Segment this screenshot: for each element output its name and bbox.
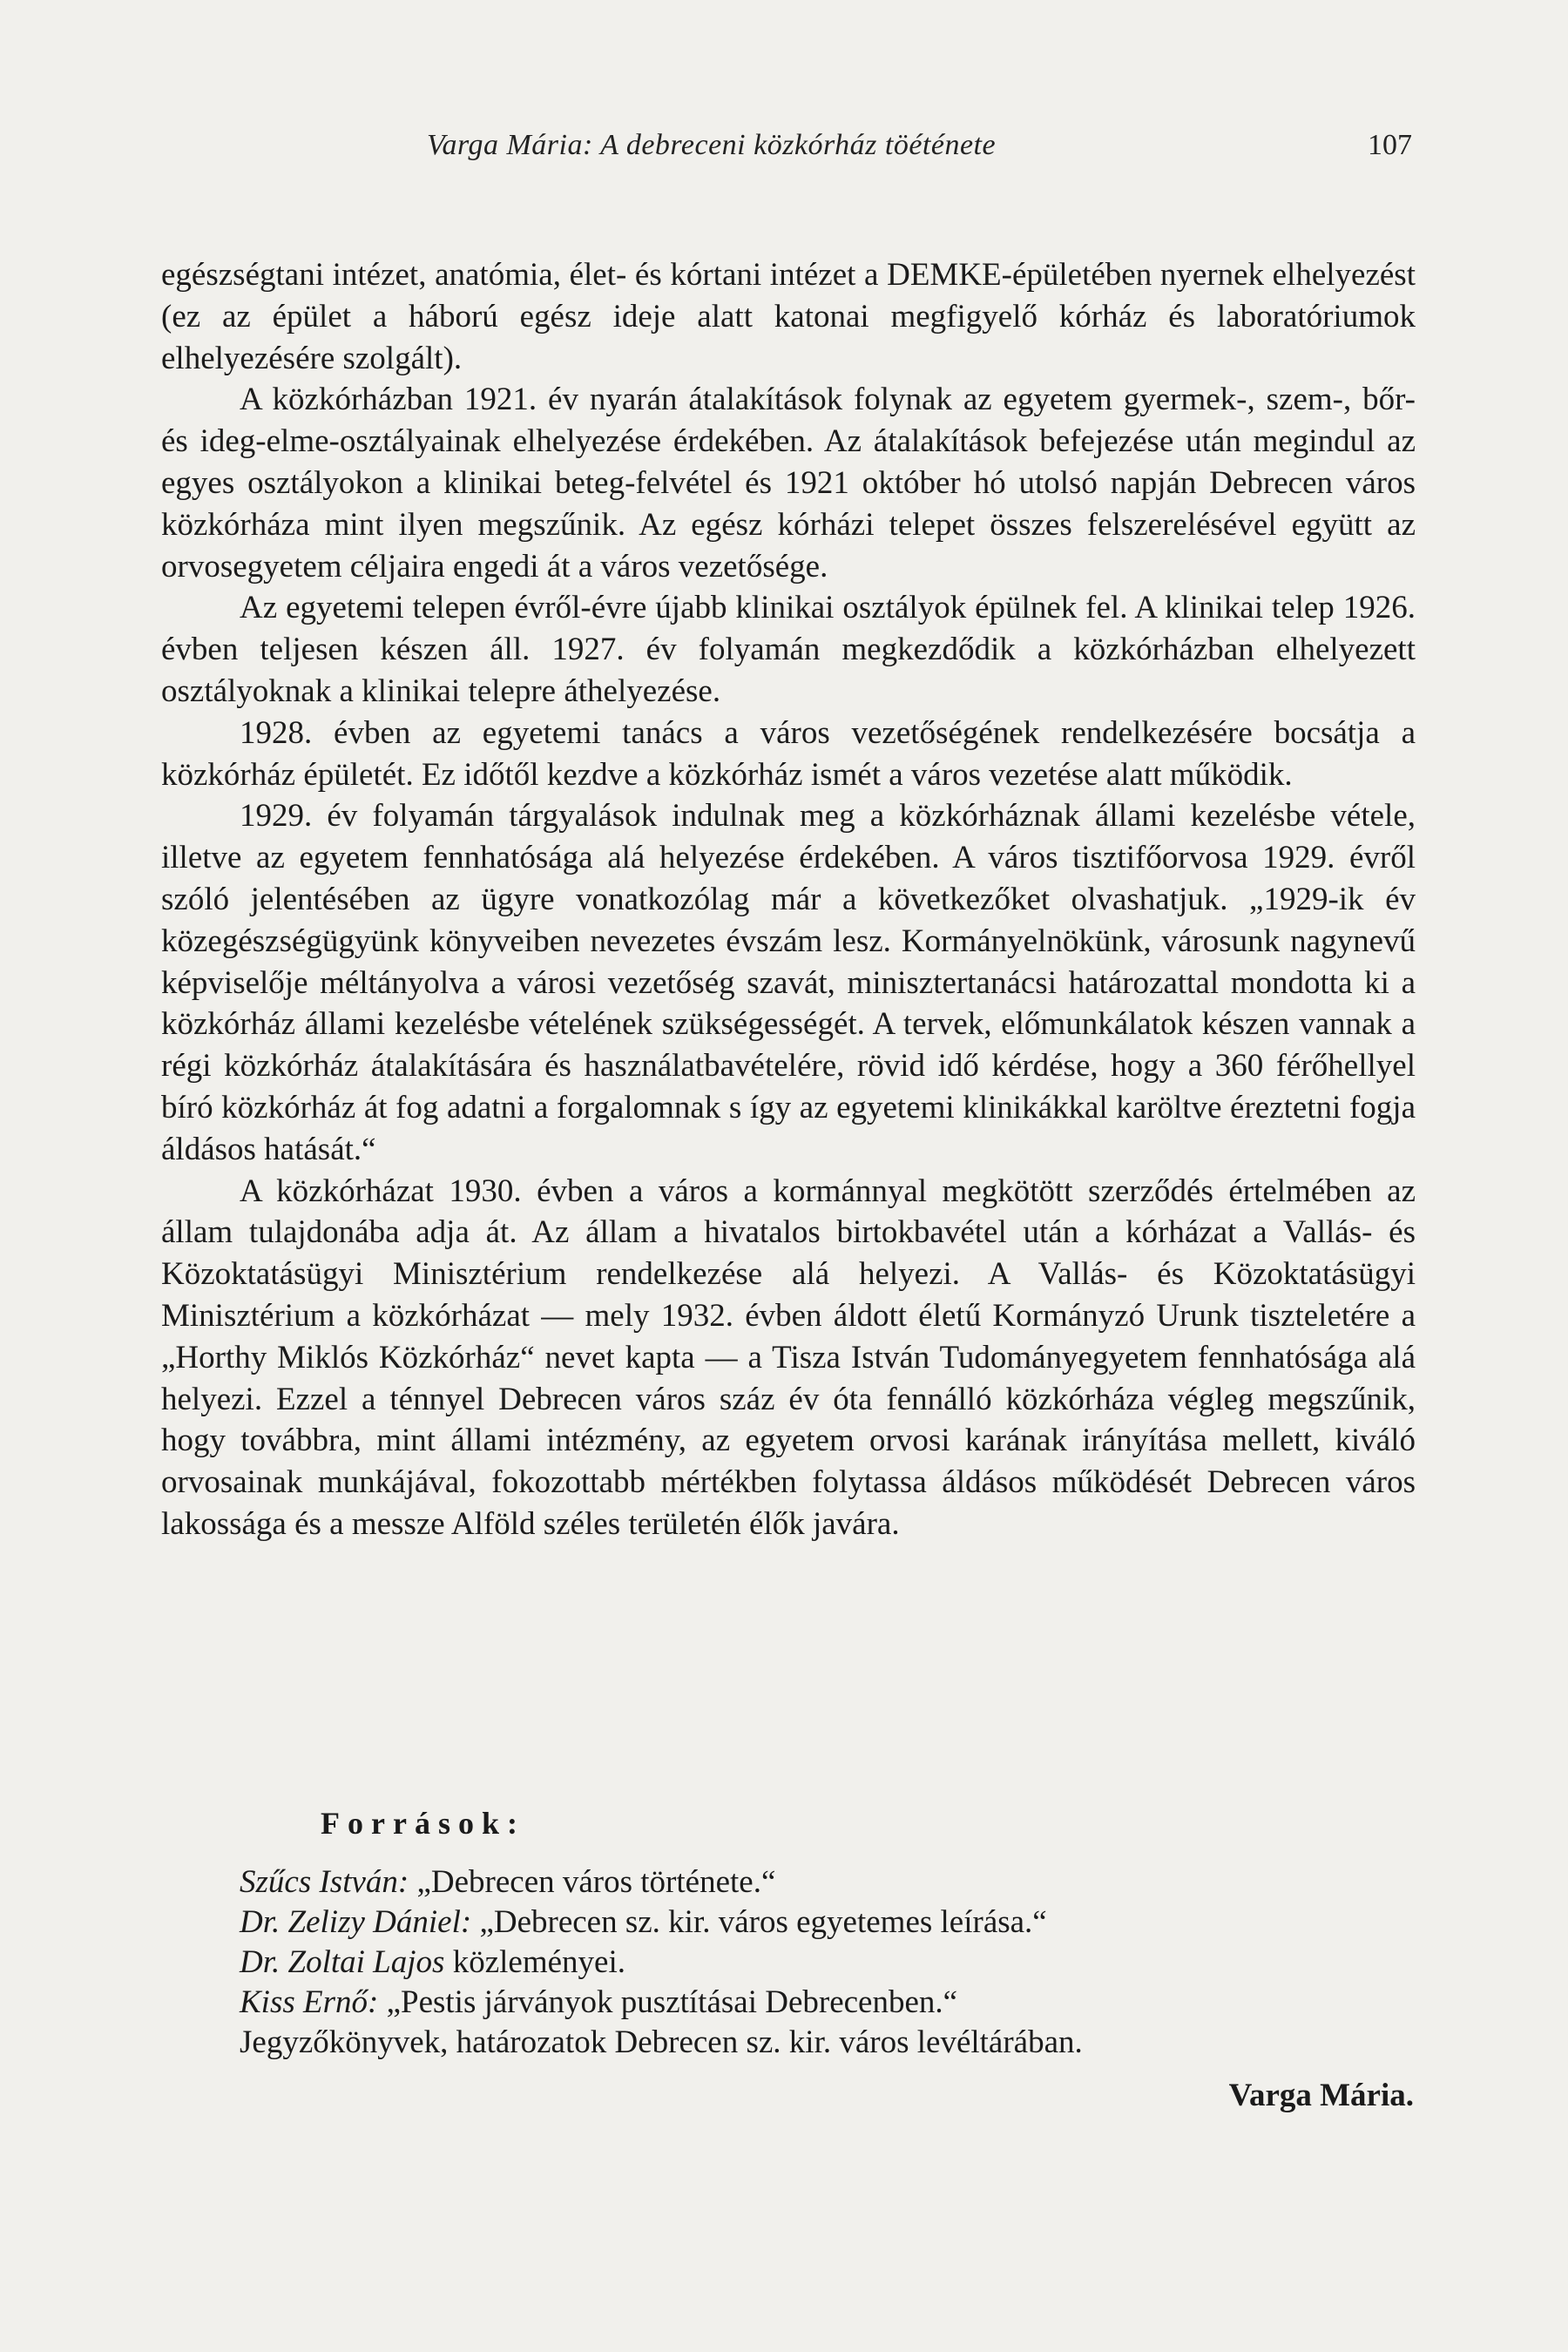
source-item — [240, 1943, 1416, 1983]
paragraph-1: egészségtani intézet, anatómia, élet- és kórtani intézet a DEMKE-épületében nyernek elhelyezést (ez az épület a háború egész ideje alatt katonai megfigyelő kórház és laboratóriumok elhelyezésére szolgált). — [161, 257, 1416, 376]
paragraph-2: A közkórházban 1921. év nyarán átalakítások folynak az egyetem gyermek-, szem-, bőr- és ideg-elme-osztályainak elhelyezése érdekében. Az átalakítások befejezése után megindul az egyes osztályokon a klinikai beteg-felvétel és 1921 október hó utolsó napján Debrecen város közkórháza mint ilyen megszűnik. Az egész kórházi telepet összes felszerelésével együtt az orvosegyetem céljaira engedi át a város vezetősége. — [161, 382, 1416, 585]
source-author: Dr. Zelizy Dániel: — [240, 1904, 472, 1940]
source-title: „Debrecen sz. kir. város egyetemes leírása.“ — [471, 1904, 1047, 1940]
paragraph-5: 1929. év folyamán tárgyalások indulnak meg a közkórháznak állami kezelésbe vétele, illetve az egyetem fennhatósága alá helyezése érdekében. A város tisztifőorvosa 1929. évről szóló jelentésében az ügyre vonatkozólag már a következőket olvashatjuk. „1929-ik év közegészségügyünk könyveiben nevezetes évszám lesz. Kormányelnökünk, városunk nagynevű képviselője méltányolva a városi vezetőség szavát, minisztertanácsi határozattal mondotta ki a közkórház állami kezelésbe vételének szükségességét. A tervek, előmunkálatok készen vannak a régi közkórház átalakítására és használatbavételére, rövid idő kérdése, hogy a 360 férőhellyel bíró közkórház át fog adatni a forgalomnak s így az egyetemi klinikákkal karöltve éreztetni fogja áldásos hatását.“ — [161, 798, 1416, 1167]
paragraph-4: 1928. évben az egyetemi tanács a város vezetőségének rendelkezésére bocsátja a közkórház épületét. Ez időtől kezdve a közkórház ismét a város vezetése alatt működik. — [161, 714, 1416, 793]
sources-list — [240, 1862, 1416, 2063]
source-author: Dr. Zoltai Lajos — [240, 1944, 445, 1980]
source-item — [240, 1983, 1416, 2023]
paragraph-6: A közkórházat 1930. évben a város a kormánnyal megkötött szerződés értelmében az állam tulajdonába adja át. Az állam a hivatalos birtokbavétel után a kórházat a Vallás- és Közoktatásügyi Minisztérium rendelkezése alá helyezi. A Vallás- és Közoktatásügyi Minisztérium a közkórházat — mely 1932. évben áldott életű Kormányzó Urunk tiszteletére a „Horthy Miklós Közkórház“ nevet kapta — a Tisza István Tudományegyetem fennhatósága alá helyezi. Ezzel a ténnyel Debrecen város száz év óta fennálló közkórháza végleg megszűnik, hogy továbbra, mint állami intézmény, az egyetem orvosi karának irányítása mellett, kiváló orvosainak munkájával, fokozottabb mértékben folytassa áldásos működését Debrecen város lakossága és a messze Alföld széles területén élők javára. — [161, 1173, 1416, 1542]
source-author: Szűcs István: — [240, 1864, 409, 1900]
paragraph-3: Az egyetemi telepen évről-évre újabb klinikai osztályok épülnek fel. A klinikai telep 1926. évben teljesen készen áll. 1927. év folyamán megkezdődik a közkórházban elhelyezett osztályoknak a klinikai telepre áthelyezése. — [161, 590, 1416, 709]
page-number: 107 — [1368, 129, 1412, 161]
author-signature: Varga Mária. — [1228, 2078, 1414, 2113]
body-text — [161, 254, 1416, 1545]
source-title: közleményei. — [444, 1944, 625, 1980]
source-item — [240, 1862, 1416, 1903]
source-title: „Pestis járványok pusztításai Debrecenben.“ — [378, 1984, 958, 2020]
source-title: „Debrecen város története.“ — [409, 1864, 776, 1900]
source-item — [240, 2023, 1416, 2063]
source-title: Jegyzőkönyvek, határozatok Debrecen sz. kir. város levéltárában. — [240, 2024, 1083, 2060]
sources-heading: Források: — [321, 1806, 525, 1841]
source-item — [240, 1903, 1416, 1943]
source-author: Kiss Ernő: — [240, 1984, 379, 2020]
running-head-title: Varga Mária: A debreceni közkórház töéténete — [427, 129, 997, 161]
